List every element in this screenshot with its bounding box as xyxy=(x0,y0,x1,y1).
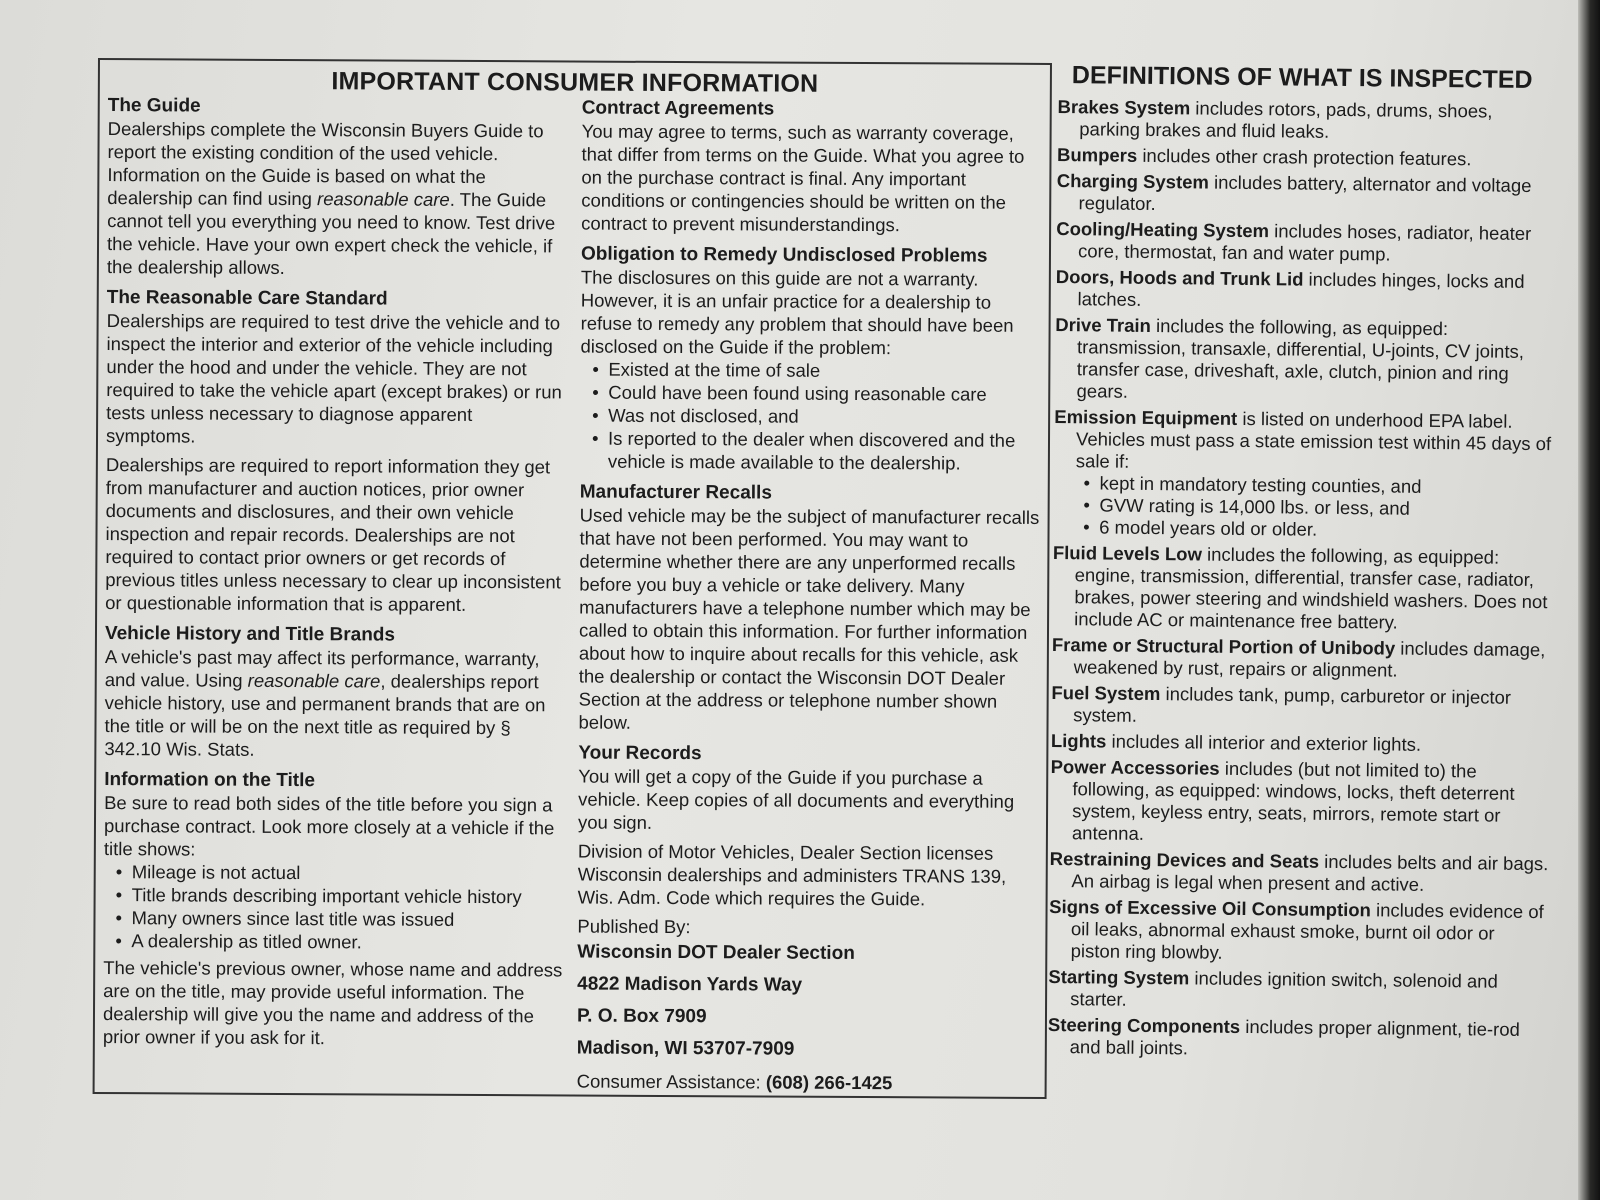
history-text-part: A vehicle's past may affect its performance, warranty, and value. Using xyxy=(104,646,540,691)
consumer-assistance-label: Consumer Assistance: xyxy=(576,1070,766,1093)
records-text: You will get a copy of the Guide if you purchase a vehicle. Keep copies of all documents and everything you sign. xyxy=(577,765,1015,833)
definition-term: Starting System xyxy=(1048,965,1190,989)
definition-item xyxy=(1050,756,1551,849)
history-text-emphasis: reasonable care xyxy=(247,669,381,692)
definition-text: includes damage, weakened by rust, repairs or alignment. xyxy=(1073,637,1546,681)
history-text-part: , dealerships report vehicle history, use and permanent brands that are on the title or will be on the next title as required by § 342.10 Wis. Stats. xyxy=(104,670,546,760)
bullet-item: • Mileage is not actual xyxy=(116,860,564,885)
definition-item xyxy=(1048,966,1548,1015)
guide-text-part: Dealerships complete the Wisconsin Buyers Guide to report the existing condition of the used vehicle. Information on the Guide is based on what the dealership can find using xyxy=(107,118,544,210)
definition-item xyxy=(1057,96,1557,145)
records-heading: Your Records xyxy=(578,742,702,765)
definition-term: Restraining Devices and Seats xyxy=(1049,847,1320,872)
definition-item xyxy=(1056,170,1556,219)
definition-term: Steering Components xyxy=(1047,1013,1241,1037)
bullet-item: • kept in mandatory testing counties, and xyxy=(1083,472,1553,499)
history-heading: Vehicle History and Title Brands xyxy=(104,623,396,646)
guide-text-part: . The Guide cannot tell you everything you need to know. Test drive the vehicle. Have your own expert check the vehicle, if the dealership allows. xyxy=(106,188,556,278)
definition-item xyxy=(1049,848,1549,897)
definition-term: Cooling/Heating System xyxy=(1056,217,1270,242)
definition-text: includes the following, as equipped: transmission, transaxle, differential, U-joints, CV joints, transfer case, driveshaft, axle, clutch, pinion and ring gears. xyxy=(1076,314,1525,402)
definition-item xyxy=(1051,682,1551,731)
guide-text xyxy=(107,117,568,280)
remedy-heading: Obligation to Remedy Undisclosed Problems xyxy=(580,243,988,267)
remedy-text: The disclosures on this guide are not a warranty. However, it is an unfair practice for a dealership to refuse to remedy any problem that should have been disclosed on the Guide if the problem: xyxy=(580,266,1014,359)
address-line: Wisconsin DOT Dealer Section xyxy=(577,941,855,964)
bullet-item: • Existed at the time of sale xyxy=(592,358,1042,383)
definition-text: includes evidence of oil leaks, abnormal exhaust smoke, burnt oil odor or piston ring blowby. xyxy=(1070,899,1544,963)
column-left xyxy=(103,94,568,1056)
definition-item xyxy=(1056,218,1556,267)
definition-text: includes other crash protection features. xyxy=(1137,144,1472,170)
definition-term: Power Accessories xyxy=(1050,755,1220,779)
care-heading: The Reasonable Care Standard xyxy=(106,287,388,310)
definition-item xyxy=(1052,542,1553,635)
definition-term: Lights xyxy=(1050,729,1107,752)
care-text-1: Dealerships are required to test drive the vehicle and to inspect the interior and exterior of the vehicle including under the hood and under the vehicle. They are not required to take the vehicle apart (except brakes) or run tests unless necessary to diagnose apparent symptoms. xyxy=(105,310,562,447)
bullet-item: • Title brands describing important vehicle history xyxy=(116,883,564,908)
definition-term: Bumpers xyxy=(1056,143,1138,166)
consumer-assistance-phone: (608) 266-1425 xyxy=(765,1071,893,1094)
history-text xyxy=(104,645,565,762)
definition-term: Fuel System xyxy=(1051,681,1161,705)
definition-text: includes battery, alternator and voltage regulator. xyxy=(1078,171,1532,215)
definition-term: Doors, Hoods and Trunk Lid xyxy=(1055,265,1304,290)
definition-item xyxy=(1049,896,1550,967)
definition-text: includes proper alignment, tie-rod and ball joints. xyxy=(1069,1015,1520,1059)
address-line: 4822 Madison Yards Way xyxy=(577,973,803,996)
definition-item xyxy=(1053,406,1554,543)
bullet-item: • Is reported to the dealer when discovered and the vehicle is made available to the dealership. xyxy=(592,427,1042,475)
definition-text: includes rotors, pads, drums, shoes, parking brakes and fluid leaks. xyxy=(1079,97,1493,142)
definition-item xyxy=(1051,730,1551,757)
bullet-item: • Many owners since last title was issued xyxy=(115,906,563,931)
address-line: P. O. Box 7909 xyxy=(576,1005,707,1028)
definition-text: includes the following, as equipped: engine, transmission, differential, transfer case, radiator, brakes, power steering and windshield washers. Does not include AC or maintenance free battery. xyxy=(1074,543,1548,633)
recalls-heading: Manufacturer Recalls xyxy=(579,481,772,504)
definition-text: includes hinges, locks and latches. xyxy=(1077,268,1525,310)
definition-term: Charging System xyxy=(1056,169,1210,193)
definition-text: includes hoses, radiator, heater core, thermostat, fan and water pump. xyxy=(1077,220,1532,265)
care-text-2: Dealerships are required to report information they get from manufacturer and auction notices, prior owner documents and disclosures, and their own vehicle inspection and repair records. Dealerships are not required to contact prior owners or get records of previous titles unless necessary to clear up inconsistent or questionable information that is apparent. xyxy=(105,454,561,615)
dmv-text: Division of Motor Vehicles, Dealer Section licenses Wisconsin dealerships and administers TRANS 139, Wis. Adm. Code which requires the Guide. xyxy=(577,840,1007,910)
definition-bullets xyxy=(1075,472,1554,543)
remedy-bullets xyxy=(580,358,1043,475)
bullet-item: • Could have been found using reasonable care xyxy=(592,381,1042,406)
contract-text: You may agree to terms, such as warranty coverage, that differ from terms on the Guide. What you agree to on the purchase contract is final. Any important conditions or contingencies should be written on the contract to prevent misunderstandings. xyxy=(581,120,1025,236)
definition-item xyxy=(1055,266,1555,315)
column-middle xyxy=(577,97,1044,1101)
definition-item xyxy=(1052,634,1552,683)
definition-term: Signs of Excessive Oil Consumption xyxy=(1049,895,1372,921)
definition-term: Emission Equipment xyxy=(1054,405,1238,429)
recalls-text: Used vehicle may be the subject of manufacturer recalls that have not been performed. You may want to determine whether there are any unperformed recalls before you buy a vehicle or take delivery. Many manufacturers have a telephone number which may be called to obtain this information. For further information about how to inquire about recalls for this vehicle, ask the dealership or contact the Wisconsin DOT Dealer Section at the address or telephone number shown below. xyxy=(578,504,1040,733)
bullet-item: • 6 model years old or older. xyxy=(1083,516,1553,543)
consumer-info-title: IMPORTANT CONSUMER INFORMATION xyxy=(331,67,819,98)
definition-term: Drive Train xyxy=(1055,313,1152,336)
title-info-heading: Information on the Title xyxy=(104,769,316,792)
published-by-label: Published By: xyxy=(577,915,691,938)
definition-text: includes (but not limited to) the following, as equipped: windows, locks, theft deterrent system, keyless entry, seats, mirrors, remote start or antenna. xyxy=(1071,757,1515,844)
title-info-text: Be sure to read both sides of the title before you sign a purchase contract. Look more closely at a vehicle if the title shows: xyxy=(103,792,555,860)
definition-term: Brakes System xyxy=(1057,95,1191,119)
consumer-information-box xyxy=(93,58,1052,1099)
bullet-item: • A dealership as titled owner. xyxy=(115,929,563,954)
consumer-assistance xyxy=(577,1070,1039,1095)
address-line: Madison, WI 53707-7909 xyxy=(576,1037,795,1060)
definitions-list xyxy=(1048,96,1558,1063)
guide-heading: The Guide xyxy=(107,95,201,117)
title-bullets xyxy=(103,860,563,954)
guide-text-emphasis: reasonable care xyxy=(317,188,450,210)
definition-term: Fluid Levels Low xyxy=(1052,541,1203,565)
definition-text: includes belts and air bags. An airbag is legal when present and active. xyxy=(1071,850,1549,895)
definitions-panel xyxy=(1047,61,1558,1067)
definition-item xyxy=(1057,144,1557,171)
definition-item xyxy=(1048,1014,1548,1063)
background-edge xyxy=(1578,0,1600,1200)
definition-text: includes tank, pump, carburetor or injector system. xyxy=(1073,683,1512,726)
definition-text: includes ignition switch, solenoid and starter. xyxy=(1070,967,1498,1010)
contract-heading: Contract Agreements xyxy=(581,97,775,120)
definition-term: Frame or Structural Portion of Unibody xyxy=(1051,633,1396,659)
definition-text: includes all interior and exterior lights. xyxy=(1106,730,1422,755)
bullet-item: • Was not disclosed, and xyxy=(592,404,1042,429)
title-info-text-2: The vehicle's previous owner, whose name and address are on the title, may provide useful information. The dealership will give you the name and address of the prior owner if you ask for it. xyxy=(102,957,563,1049)
definition-item xyxy=(1054,314,1555,407)
definition-text: is listed on underhood EPA label. Vehicles must pass a state emission test within 45 days of sale if: xyxy=(1075,407,1552,472)
definitions-title: DEFINITIONS OF WHAT IS INSPECTED xyxy=(1071,61,1533,94)
bullet-item: • GVW rating is 14,000 lbs. or less, and xyxy=(1083,494,1553,521)
